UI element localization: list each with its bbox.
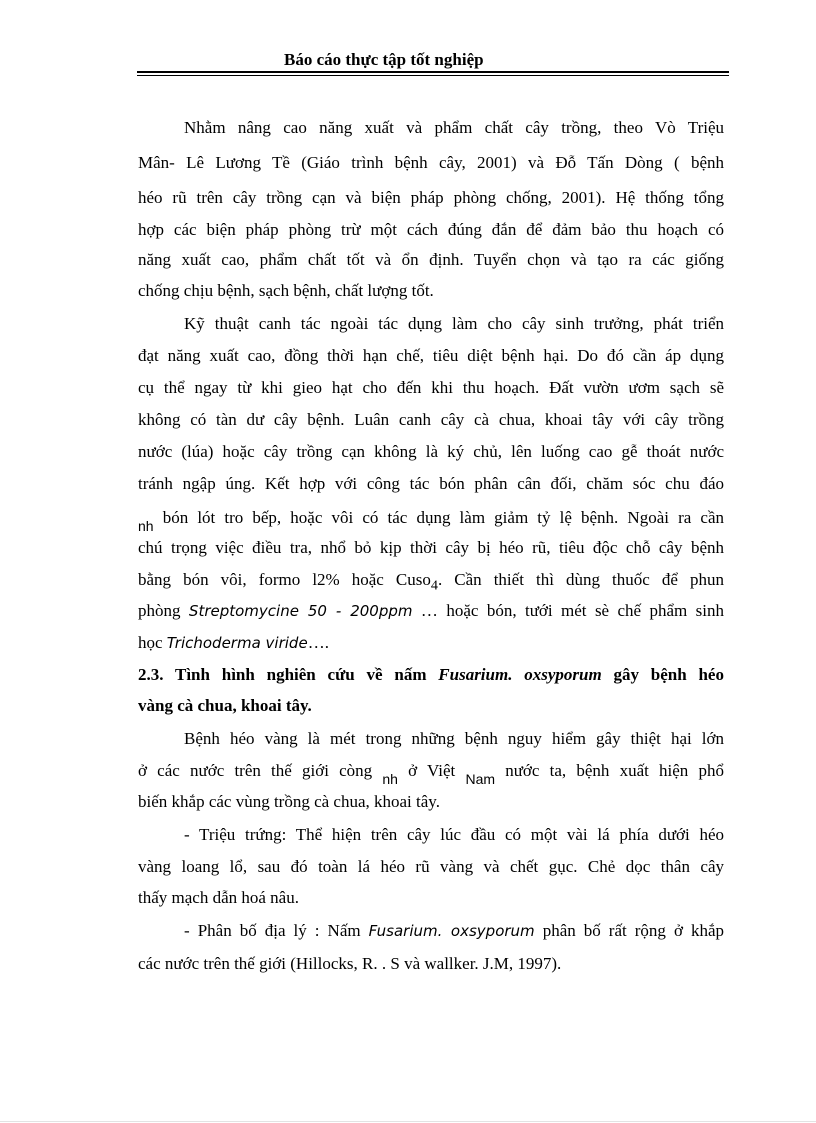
text-fragment: phòng — [138, 601, 189, 620]
text-line: các nước trên thế giới (Hillocks, R. . S và wallker. J.M, 1997). — [138, 954, 562, 973]
text-fragment: …. — [307, 633, 329, 652]
text-fragment: nh — [382, 771, 398, 787]
text-fragment: ở các nước trên thế giới còng — [138, 761, 383, 780]
text-line: biến khắp các vùng trồng cà chua, khoai tây. — [138, 792, 440, 811]
heading-line — [138, 665, 724, 685]
subscript: 4 — [430, 577, 438, 594]
text-fragment: . Cần thiết thì dùng thuốc để phun — [437, 570, 724, 589]
header-rule-thick — [137, 71, 729, 73]
text-fragment: gây bệnh héo — [601, 665, 724, 684]
header-title: Báo cáo thực tập tốt nghiệp — [284, 50, 484, 69]
text-line: vàng loang lổ, sau đó toàn lá héo rũ vàng và chết gục. Chẻ dọc thân cây — [138, 857, 724, 876]
species-name: Trichoderma viride — [166, 634, 308, 652]
text-line — [138, 761, 724, 787]
text-line: Nhằm nâng cao năng xuất và phẩm chất cây trồng, theo Vò Triệu — [184, 118, 724, 137]
text-line: Mân- Lê Lương Tề (Giáo trình bệnh cây, 2001) và Đỗ Tấn Dòng ( bệnh — [138, 153, 724, 172]
text-line — [138, 570, 724, 594]
text-fragment: học — [138, 633, 167, 652]
text-line: Bệnh héo vàng là mét trong những bệnh nguy hiểm gây thiệt hại lớn — [184, 729, 724, 748]
text-fragment: bằng bón vôi, formo l2% hoặc Cuso — [138, 570, 431, 589]
text-line: năng xuất cao, phẩm chất tốt và ổn định. Tuyển chọn và tạo ra các giống — [138, 250, 724, 269]
text-line: đạt năng xuất cao, đồng thời hạn chế, tiêu diệt bệnh hại. Do đó cần áp dụng — [138, 346, 724, 365]
text-line — [138, 601, 724, 621]
text-line: héo rũ trên cây trồng cạn và biện pháp phòng chống, 2001). Hệ thống tổng — [138, 188, 724, 207]
text-fragment: phân bố rất rộng ở khắp — [534, 921, 725, 940]
text-fragment: nh — [138, 518, 154, 534]
text-fragment: nước ta, bệnh xuất hiện phổ — [495, 761, 724, 780]
text-line: tránh ngập úng. Kết hợp với công tác bón phân cân đối, chăm sóc chu đáo — [138, 474, 724, 493]
text-fragment: ở Việt — [397, 761, 466, 780]
text-line: nước (lúa) hoặc cây trồng cạn không là ký chủ, lên luống cao gễ thoát nước — [138, 442, 724, 461]
species-name: Fusarium. oxsyporum — [368, 922, 535, 940]
text-line: cụ thể ngay từ khi gieo hạt cho đến khi thu hoạch. Đất vườn ươm sạch sẽ — [138, 378, 724, 397]
text-fragment: … hoặc bón, tưới mét sè chế phẩm sinh — [412, 601, 725, 620]
species-name: Streptomycine 50 - 200ppm — [188, 602, 413, 620]
text-fragment: Nam — [465, 771, 496, 787]
text-line: - Triệu trứng: Thể hiện trên cây lúc đầu có một vài lá phía dưới héo — [184, 825, 724, 844]
text-line — [184, 921, 724, 941]
text-fragment: bón lót tro bếp, hoặc vôi có tác dụng làm giảm tỷ lệ bệnh. Ngoài ra cần — [162, 508, 724, 527]
text-line — [138, 633, 724, 653]
header-rule-thin — [137, 75, 729, 76]
text-line — [138, 508, 724, 534]
text-line: chú trọng việc điều tra, nhổ bỏ kịp thời cây bị héo rũ, tiêu độc chỗ cây bệnh — [138, 538, 724, 557]
text-line: thấy mạch dẫn hoá nâu. — [138, 888, 299, 907]
text-line: Kỹ thuật canh tác ngoài tác dụng làm cho cây sinh trưởng, phát triển — [184, 314, 724, 333]
text-fragment: - Phân bố địa lý : Nấm — [184, 921, 369, 940]
text-fragment: 2.3. Tình hình nghiên cứu về nấm — [138, 665, 439, 684]
page-bottom-edge — [0, 1121, 816, 1122]
text-line: hợp các biện pháp phòng trừ một cách đúng đắn để đảm bảo thu hoạch có — [138, 220, 724, 239]
text-line: chống chịu bệnh, sạch bệnh, chất lượng tốt. — [138, 281, 434, 300]
heading-line: vàng cà chua, khoai tây. — [138, 696, 312, 715]
species-name: Fusarium. oxsyporum — [438, 665, 602, 684]
text-line: không có tàn dư cây bệnh. Luân canh cây cà chua, khoai tây với cây trồng — [138, 410, 724, 429]
